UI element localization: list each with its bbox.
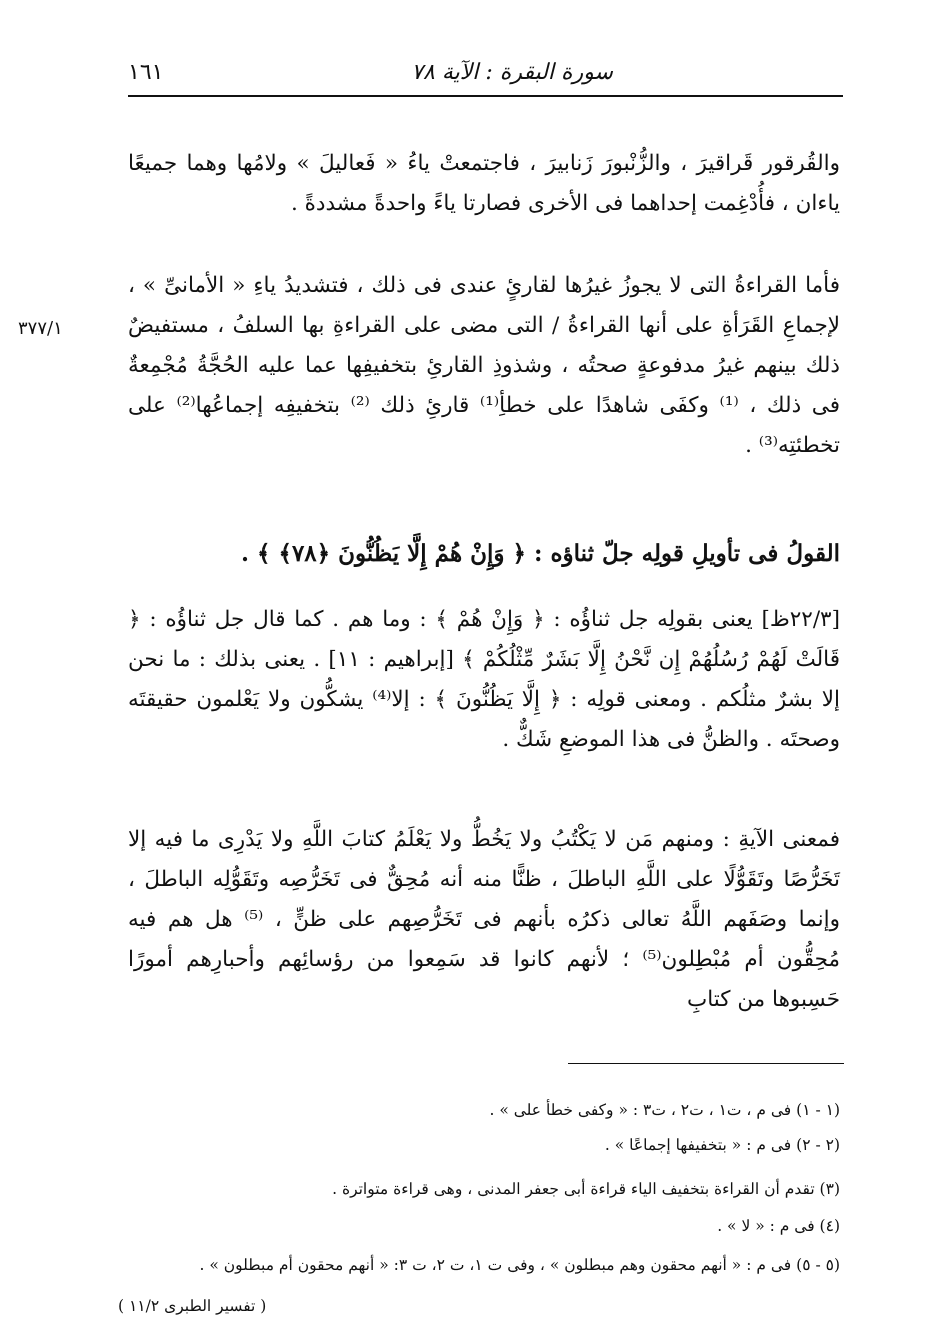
footnote-1: (١ - ١) فى م ، ت١ ، ت٢ ، ت٣ : « وكفى خطأ على » . — [489, 1101, 840, 1119]
page-footer: ( تفسير الطبرى ١١/٢ ) — [118, 1297, 267, 1315]
paragraph-2: فأما القراءةُ التى لا يجوزُ غيرُها لقارئٍ عندى فى ذلك ، فتشديدُ ياءِ « الأمانىِّ » ، لإجماعِ القَرَأةِ على أنها القراءةُ / التى مضى على القراءةِ بها السلفُ ، مستفيضٌ ذلك بينهم غيرُ مدفوعةٍ صحتُه ، وشذوذِ القارئِ بتخفيفِها عما عليه الحُجَّةُ مُجْمِعةٌ فى ذلك ، ⁽¹⁾ وكفَى شاهدًا على خطأِ⁽¹⁾ قارئِ ذلك ⁽²⁾ بتخفيفِه إجماعُها⁽²⁾ على تخطئتِه⁽³⁾ . — [128, 273, 840, 458]
margin-reference: ٣٧٧/١ — [18, 318, 63, 339]
paragraph-1: والقُرقور قَراقيرَ ، والزُّنْبورَ زَنابيرَ ، فاجتمعتْ ياءُ « فَعاليلَ » ولامُها وهما جميعًا ياءان ، فأُدْغِمت إحداهما فى الأخرى فصارتا ياءً واحدةً مشددةً . — [128, 151, 840, 216]
running-header — [128, 60, 843, 94]
footnote-4: (٤) فى م : « لا » . — [717, 1217, 840, 1235]
paragraph-3: [٢٢/٣ظ] يعنى بقولِه جل ثناؤُه : ﴿ وَإِنْ هُمْ ﴾ : وما هم . كما قال جل ثناؤُه : ﴿ قَالَتْ لَهُمْ رُسُلُهُمْ إِن نَّحْنُ إِلَّا بَشَرٌ مِّثْلُكُمْ ﴾ [إبراهيم : ١١] . يعنى بذلك : ما نحن إلا بشرٌ مثلُكم . ومعنى قولِه : ﴿ إِلَّا يَظُنُّونَ ﴾ : إلا⁽⁴⁾ يشكُّون ولا يَعْلمون حقيقتَه وصحتَه . والظنُّ فى هذا الموضعِ شَكٌّ . — [128, 607, 840, 752]
section-heading: القولُ فى تأويلِ قولِه جلّ ثناؤه : ﴿ وَإِنْ هُمْ إِلَّا يَظُنُّونَ ﴿٧٨﴾ ﴾ . — [240, 540, 840, 567]
running-title: سورة البقرة : الآية ٧٨ — [411, 60, 613, 85]
footnote-5: (٥ - ٥) فى م : « أنهم محقون وهم مبطلون » ، وفى ت ١، ت ٢، ت ٣: « أنهم محقون أم مبطلون » . — [199, 1256, 840, 1274]
header-rule — [128, 95, 843, 97]
paragraph-4: فمعنى الآيةِ : ومنهم مَن لا يَكْتُبُ ولا يَخُطُّ ولا يَعْلَمُ كتابَ اللَّهِ ولا يَدْرِى ما فيه إلا تَخَرُّصًا وتَقَوُّلًا على اللَّهِ الباطلَ ، ظنًّا منه أنه مُحِقٌّ فى تَخَرُّصِه وتَقَوُّلِه الباطلَ ، وإنما وصَفَهم اللَّهُ تعالى ذكرُه بأنهم فى تَخَرُّصِهم على ظنٍّ ، ⁽⁵⁾ هل هم فيه مُحِقُّون أم مُبْطِلون⁽⁵⁾ ؛ لأنهم كانوا قد سَمِعوا من رؤسائِهم وأحبارِهم أمورًا حَسِبوها من كتابِ — [128, 827, 841, 1012]
footnote-2: (٢ - ٢) فى م : « بتخفيفها إجماعًا » . — [604, 1136, 840, 1154]
page-number: ١٦١ — [128, 60, 164, 85]
footnote-3: (٣) تقدم أن القراءة بتخفيف الياء قراءة أبى جعفر المدنى ، وهى قراءة متواترة . — [332, 1180, 840, 1198]
footnote-rule — [568, 1063, 844, 1064]
